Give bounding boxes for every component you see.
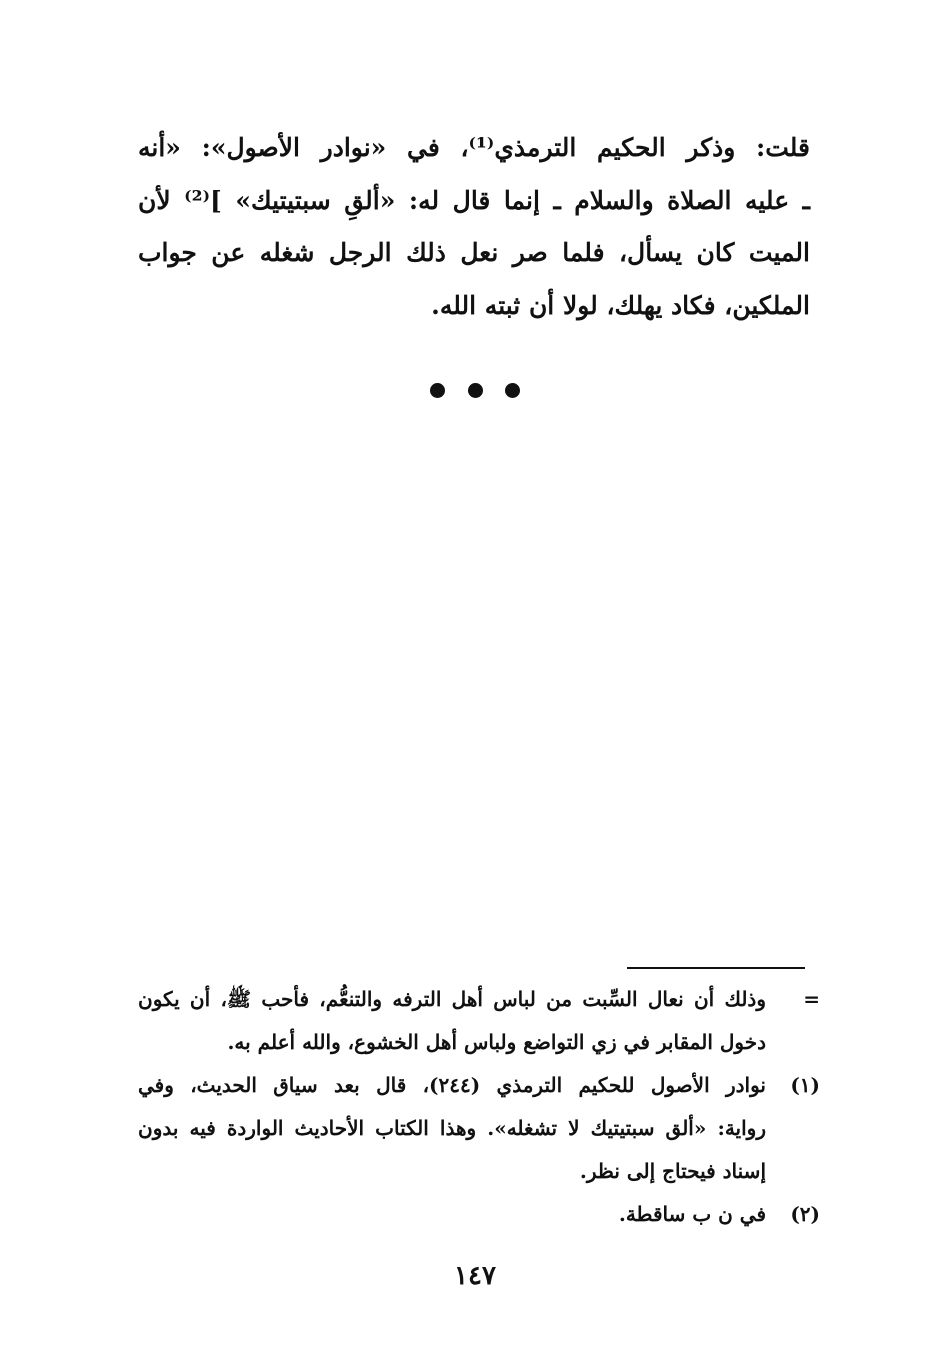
footnote-marker: (١) (790, 1073, 820, 1097)
footnote-line: في ن ب ساقطة. (618, 1202, 766, 1226)
footnote-1 (138, 1064, 820, 1193)
main-text-line: الميت كان يسأل، فلما صر نعل ذلك الرجل شغله عن جواب (138, 238, 811, 267)
footnote-line: نوادر الأصول للحكيم الترمذي (٢٤٤)، قال بعد سياق الحديث، وفي (138, 1073, 766, 1097)
separator-dot (468, 383, 483, 398)
main-text-line: الملكين، فكاد يهلك، لولا أن ثبته الله. (431, 290, 810, 320)
footnote-marker: (٢) (790, 1202, 820, 1226)
footnote-marker: = (803, 987, 820, 1011)
footnote-continuation (138, 978, 820, 1064)
footnote-body (138, 978, 766, 1064)
footnote-line: إسناد فيحتاج إلى نظر. (579, 1159, 766, 1183)
footnote-line: دخول المقابر في زي التواضع ولباس أهل الخشوع، والله أعلم به. (227, 1030, 766, 1054)
section-separator (430, 378, 520, 402)
footnote-body (138, 1193, 766, 1236)
footnote-2 (138, 1193, 820, 1236)
footnote-line: وذلك أن نعال السِّبت من لباس أهل الترفه والتنعُّم، فأحب ﷺ، أن يكون (138, 987, 766, 1011)
separator-dot (505, 383, 520, 398)
footnote-line: رواية: «ألق سبتيتيك لا تشغله». وهذا الكتاب الأحاديث الواردة فيه بدون (138, 1116, 766, 1140)
footnotes (138, 978, 820, 1236)
page-number: ١٤٧ (454, 1261, 496, 1291)
main-text-line: ـ عليه الصلاة والسلام ـ إنما قال له: «ألقِ سبتيتيك» ]⁽²⁾ لأن (138, 185, 810, 215)
main-text (138, 122, 810, 332)
footnote-rule (627, 967, 805, 969)
separator-dot (430, 383, 445, 398)
footnote-body (138, 1064, 766, 1193)
main-text-line: قلت: وذكر الحكيم الترمذي⁽¹⁾، في «نوادر الأصول»: «أنه (138, 133, 810, 162)
